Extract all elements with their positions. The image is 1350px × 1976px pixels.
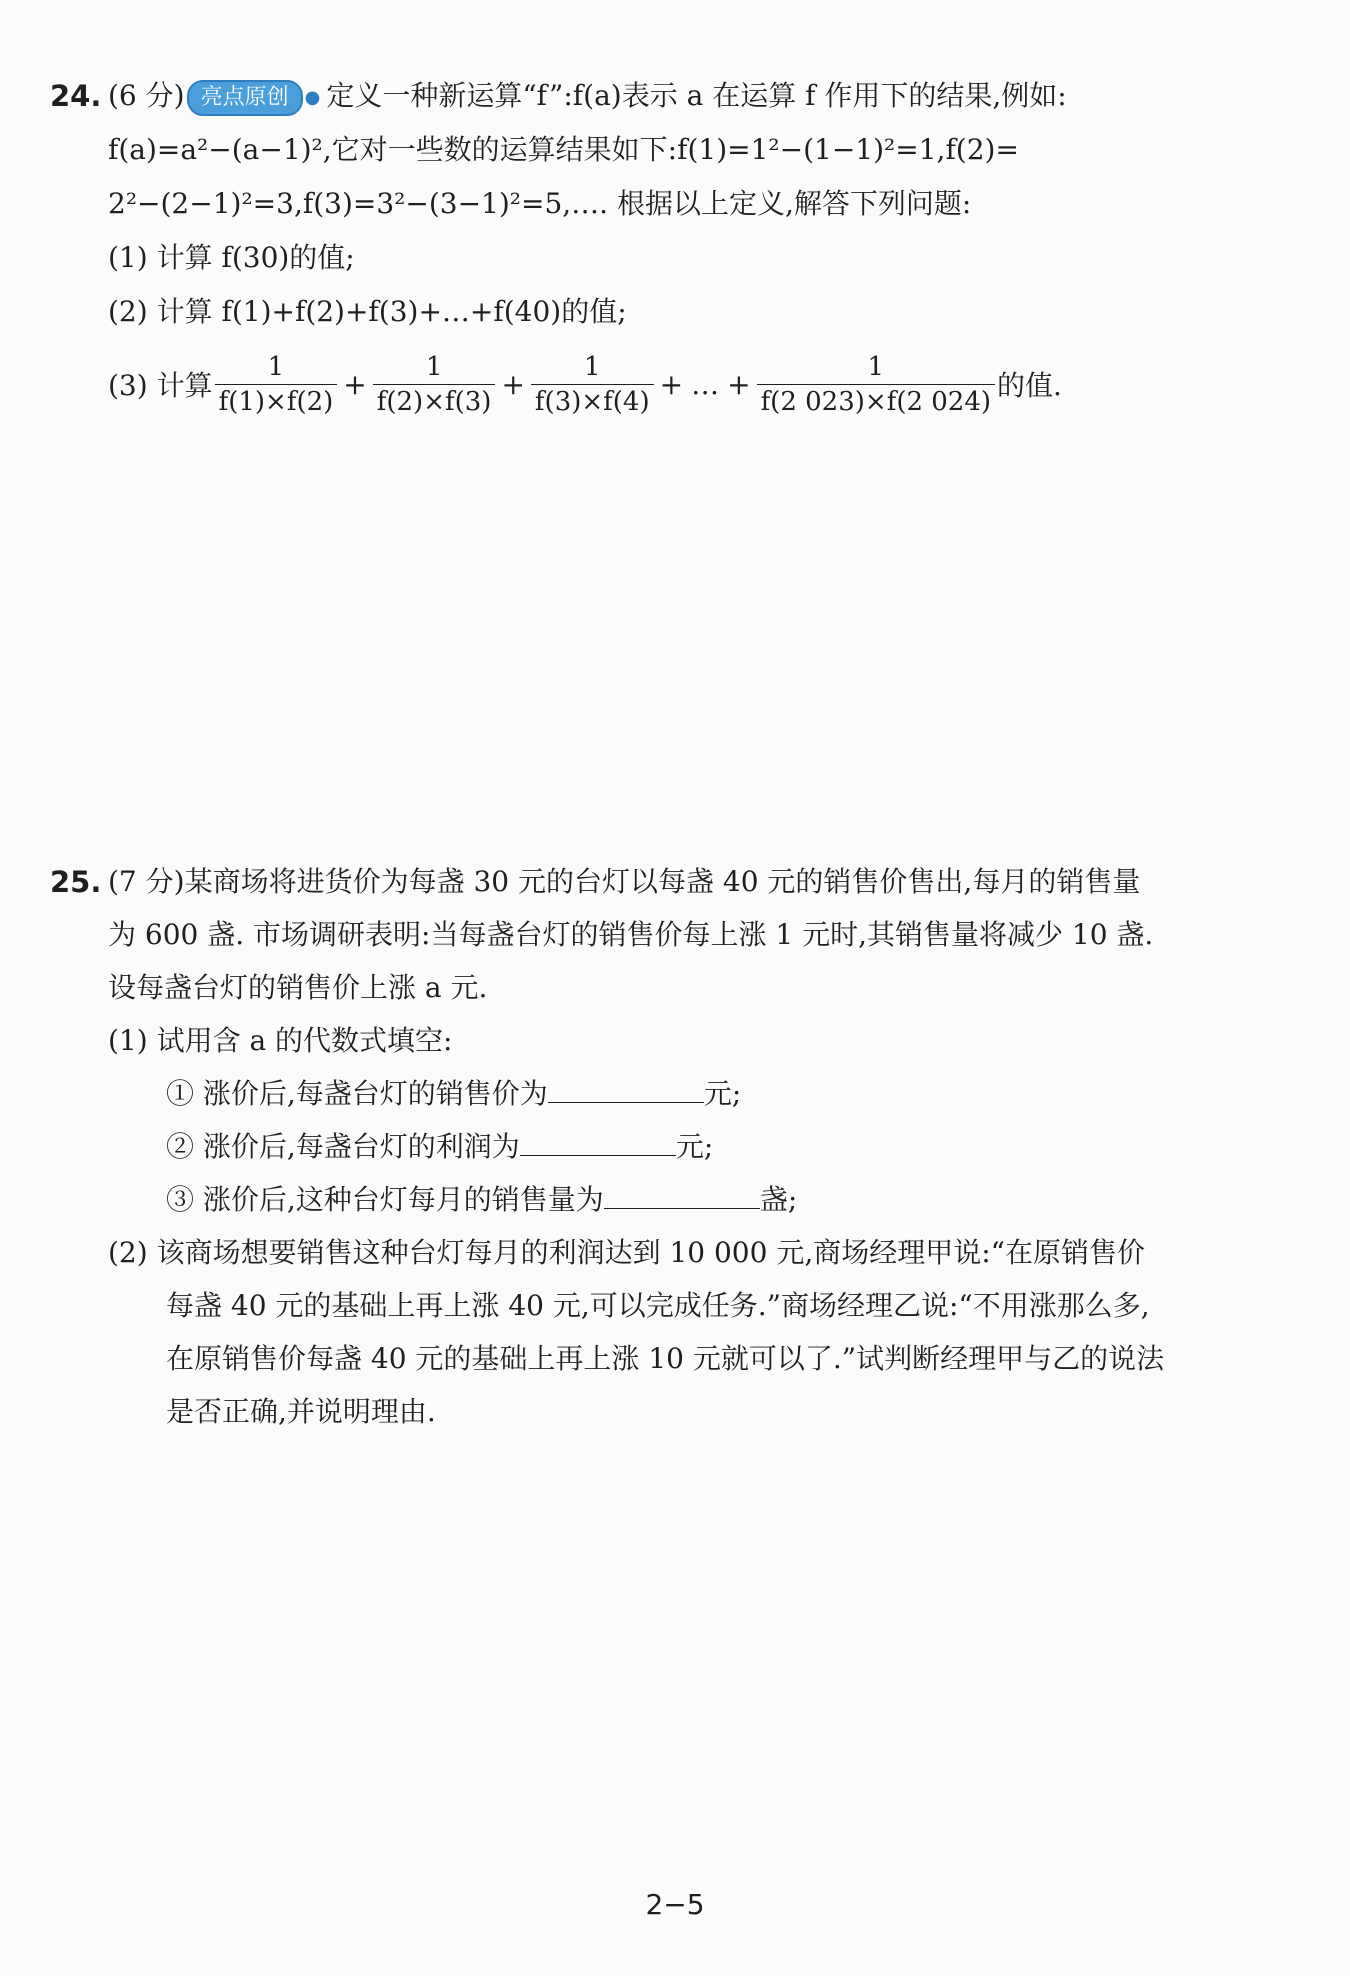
question-25-number: 25. (50, 865, 102, 899)
question-24-line-1 (108, 76, 1280, 118)
badge-dot-icon: ● (304, 86, 321, 108)
fraction-3: $\frac{1}{f(3)\times f(4)}$ (531, 350, 654, 419)
sub-1-text: ① 涨价后,每盏台灯的销售价为 (166, 1077, 548, 1110)
plus-sign: + (659, 367, 684, 401)
part-3-prefix: (3) 计算 (108, 369, 213, 402)
fraction-last: $\frac{1}{f(2 023)\times f(2 024)}$ (757, 350, 995, 419)
question-25-sub-1 (166, 1074, 1280, 1114)
question-25-sub-3 (166, 1180, 1280, 1220)
ellipsis: … (691, 367, 720, 401)
sub-2-unit: 元; (675, 1130, 714, 1163)
question-24-definition: 定义一种新运算“f”:f(a)表示 a 在运算 f 作用下的结果,例如: (326, 79, 1067, 112)
fraction-1: $\frac{1}{f(1)\times f(2)}$ (215, 350, 338, 419)
fraction-2: $\frac{1}{f(2)\times f(3)}$ (373, 350, 496, 419)
sub-3-unit: 盏; (759, 1183, 798, 1216)
plus-sign: + (501, 367, 525, 401)
question-25-part-1: (1) 试用含 a 的代数式填空: (108, 1024, 453, 1057)
question-24-part-1: (1) 计算 f(30)的值; (108, 241, 355, 274)
question-25-sub-2 (166, 1127, 1280, 1167)
question-25-part-2-line-1: (2) 该商场想要销售这种台灯每月的利润达到 10 000 元,商场经理甲说:“在原销售价 (108, 1236, 1145, 1269)
page-number: 2−5 (645, 1888, 705, 1921)
question-25-part-2-line-3: 在原销售价每盏 40 元的基础上再上涨 10 元就可以了.”试判断经理甲与乙的说法 (166, 1342, 1165, 1375)
question-24-part-3 (108, 342, 1062, 426)
sub-1-unit: 元; (703, 1077, 742, 1110)
question-24-line-3: 2²−(2−1)²=3,f(3)=3²−(3−1)²=5,…. 根据以上定义,解答下列问题: (108, 187, 972, 220)
sub-3-text: ③ 涨价后,这种台灯每月的销售量为 (166, 1183, 604, 1216)
question-25-part-2-line-2: 每盏 40 元的基础上再上涨 40 元,可以完成任务.”商场经理乙说:“不用涨那么多, (166, 1289, 1150, 1322)
answer-blank-2[interactable] (520, 1127, 676, 1156)
question-25-line-3: 设每盏台灯的销售价上涨 a 元. (108, 971, 488, 1004)
part-3-suffix: 的值. (997, 369, 1062, 402)
plus-sign: + (343, 367, 367, 401)
question-24-score: (6 分) (108, 79, 185, 112)
question-25-line-1: (7 分)某商场将进货价为每盏 30 元的台灯以每盏 40 元的销售价售出,每月的销售量 (108, 865, 1141, 898)
sub-2-text: ② 涨价后,每盏台灯的利润为 (166, 1130, 520, 1163)
plus-sign: + (727, 367, 751, 401)
answer-blank-3[interactable] (604, 1180, 760, 1209)
answer-blank-1[interactable] (548, 1074, 704, 1103)
question-24-line-2: f(a)=a²−(a−1)²,它对一些数的运算结果如下:f(1)=1²−(1−1)²=1,f(2)= (108, 133, 1019, 166)
original-highlight-badge: 亮点原创 (187, 80, 303, 116)
question-24-number: 24. (50, 79, 102, 113)
question-24-part-2: (2) 计算 f(1)+f(2)+f(3)+…+f(40)的值; (108, 295, 627, 328)
question-25-part-2-line-4: 是否正确,并说明理由. (166, 1395, 436, 1428)
question-25-line-2: 为 600 盏. 市场调研表明:当每盏台灯的销售价每上涨 1 元时,其销售量将减少 10 盏. (108, 918, 1154, 951)
